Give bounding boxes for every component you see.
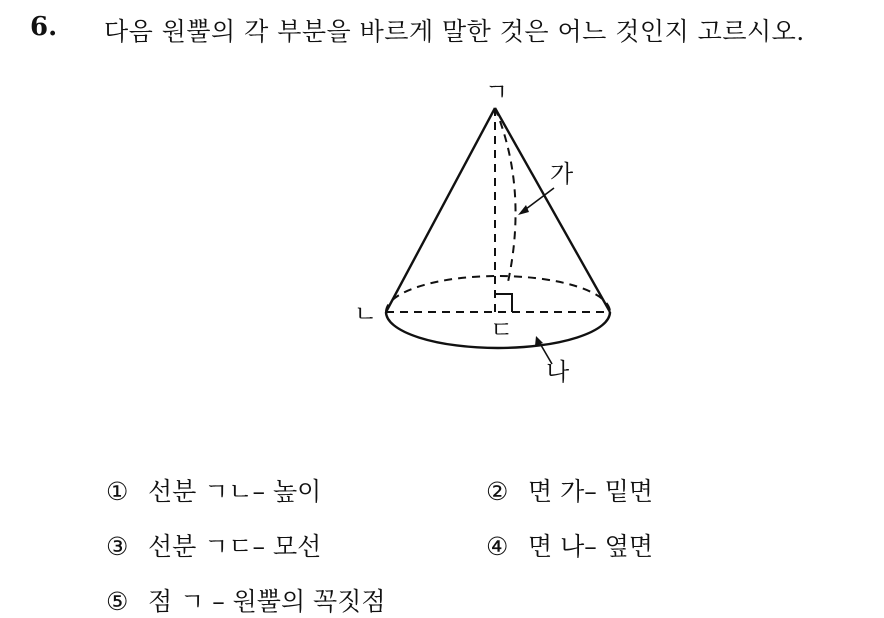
cone-left-edge: [386, 108, 495, 312]
choice-3-text: 선분 ㄱㄷ– 모선: [148, 532, 322, 561]
label-apex: ㄱ: [485, 78, 509, 106]
choice-5[interactable]: [106, 582, 386, 618]
label-base-left: ㄴ: [354, 300, 378, 328]
label-face-na: 나: [546, 358, 570, 386]
right-angle-mark: [495, 294, 512, 312]
choice-1-number: ①: [106, 477, 129, 506]
choice-5-text: 점 ㄱ – 원뿔의 꼭짓점: [148, 587, 386, 616]
question-text: 다음 원뿔의 각 부분을 바르게 말한 것은 어느 것인지 고르시오.: [104, 17, 805, 46]
label-base-center: ㄷ: [490, 316, 514, 344]
cone-right-edge: [495, 108, 610, 312]
choice-4-text: 면 나– 옆면: [528, 532, 653, 561]
arrow-ga-head: [518, 205, 529, 215]
choice-1[interactable]: [106, 472, 321, 508]
label-face-ga: 가: [550, 160, 574, 188]
question-number: 6.: [30, 12, 58, 42]
choice-3[interactable]: [106, 527, 321, 563]
choice-5-number: ⑤: [106, 587, 129, 616]
choice-2[interactable]: [486, 472, 653, 508]
choice-2-text: 면 가– 밑면: [528, 477, 653, 506]
choice-4-number: ④: [486, 532, 509, 561]
choice-2-number: ②: [486, 477, 509, 506]
choice-3-number: ③: [106, 532, 129, 561]
choice-4[interactable]: [486, 527, 653, 563]
cone-figure: [350, 78, 630, 388]
hidden-curve: [495, 108, 516, 282]
choice-1-text: 선분 ㄱㄴ– 높이: [148, 477, 322, 506]
